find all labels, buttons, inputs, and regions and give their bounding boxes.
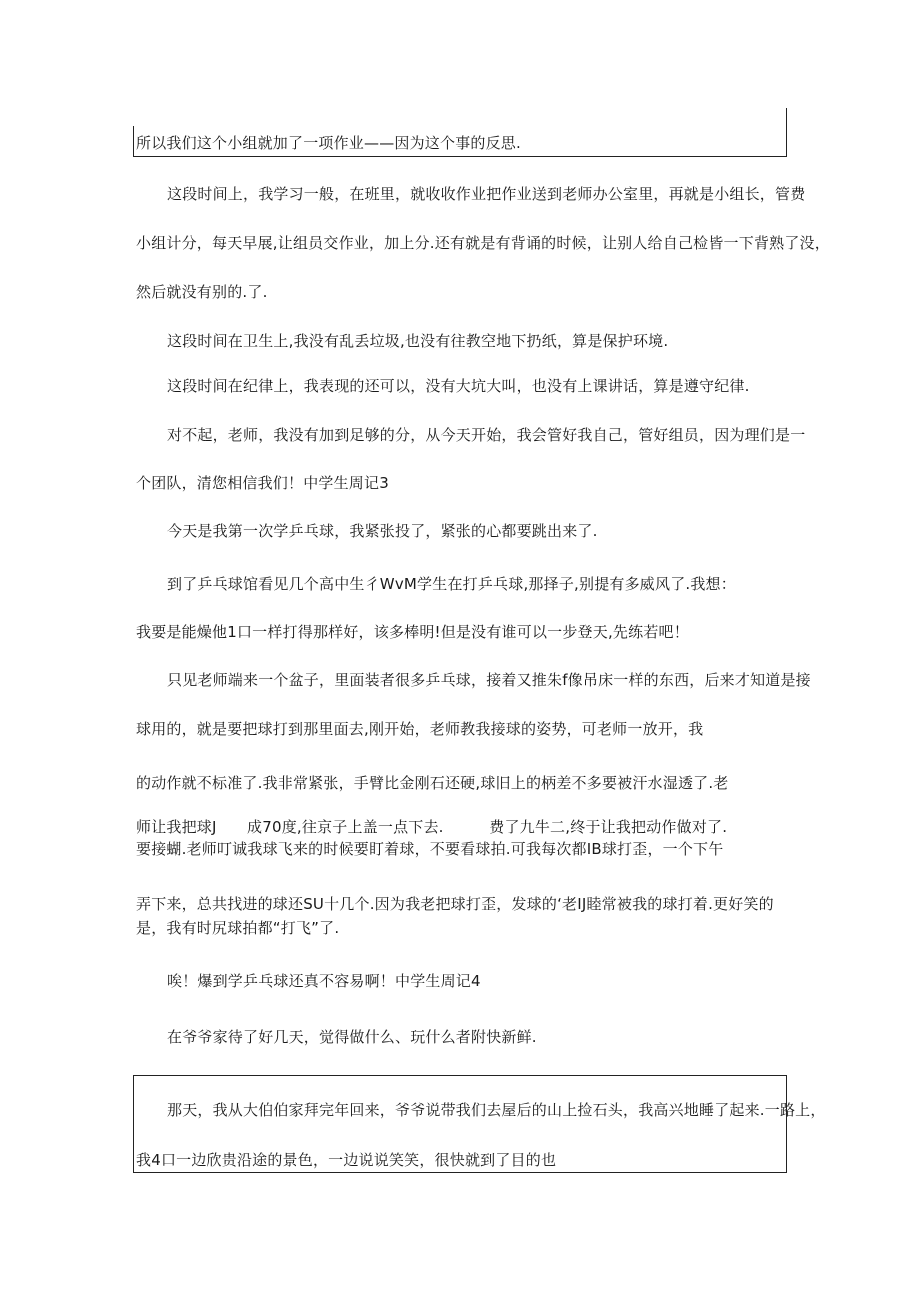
text-line: 那天，我从大伯伯家拜完年回来，爷爷说带我们去屋后的山上捡石头，我高兴地睡了起来.一路上， (167, 1101, 826, 1119)
text-line: 今天是我第一次学乒乓球，我紧张投了，紧张的心都要跳出来了. (167, 522, 598, 540)
text-line: 师让我把球J 成70度,往京子上盖一点下去. 费了九牛二,终于让我把动作做对了. (136, 818, 728, 836)
text-line: 是，我有时尻球拍都“打飞”了. (136, 919, 340, 937)
text-line: 弄下来，总共找进的球还SU十几个.因为我老把球打歪，发球的‘老IJ睦常被我的球打着.更好笑的 (136, 895, 774, 913)
text-line: 要接蝴.老师叮诚我球飞来的时候要盯着球，不要看球拍.可我每次都IB球打歪，一个下午 (136, 840, 724, 858)
text-line: 球用的，就是要把球打到那里面去,刚开始，老师教我接球的姿势，可老师一放开，我 (136, 720, 704, 738)
text-line: 这段时间上，我学习一般，在班里，就收收作业把作业送到老师办公室里，再就是小组长，管费 (167, 185, 806, 203)
text-line: 小组计分，每天早展,让组员交作业，加上分.还有就是有背诵的时候，让别人给自己检皆一下背熟了没， (136, 234, 830, 252)
text-line: 这段时间在卫生上,我没有乱丢垃圾,也没有往教空地下扔纸，算是保护环境. (167, 332, 669, 350)
text-line: 对不起，老师，我没有加到足够的分，从今天开始，我会管好我自己，管好组员，因为理们是一 (167, 426, 806, 444)
text-line: 我4口一边欣贵沿途的景色，一边说说笑笑，很快就到了目的也 (136, 1151, 557, 1169)
text-line: 然后就没有别的.了. (136, 283, 268, 301)
text-line: 我要是能燥他1口一样打得那样好，该多棒明!但是没有谁可以一步登天,先练若吧！ (136, 623, 689, 641)
text-line: 只见老师端来一个盆子，里面装者很多乒乓球，接着又推朱f像吊床一样的东西，后来才知道是接 (167, 671, 811, 689)
text-line: 这段时间在纪律上，我表现的还可以，没有大坑大叫，也没有上课讲话，算是遵守纪律. (167, 377, 750, 395)
text-line: 在爷爷家待了好几天，觉得做什么、玩什么者附快新鲜. (167, 1028, 537, 1046)
text-line: 唉！爆到学乒乓球还真不容易啊！中学生周记4 (167, 972, 481, 990)
text-line: 的动作就不标准了.我非常紧张，手臂比金刚石还硬,球旧上的柄差不多要被汗水湿透了.老 (136, 774, 729, 792)
text-line: 个团队，清您相信我们！中学生周记3 (136, 474, 389, 492)
text-line: 所以我们这个小组就加了一项作业——因为这个事的反思. (136, 134, 521, 152)
text-line: 到了乒乓球馆看见几个高中生彳WvM学生在打乒乓球,那择子,别提有多威风了.我想： (167, 575, 736, 593)
